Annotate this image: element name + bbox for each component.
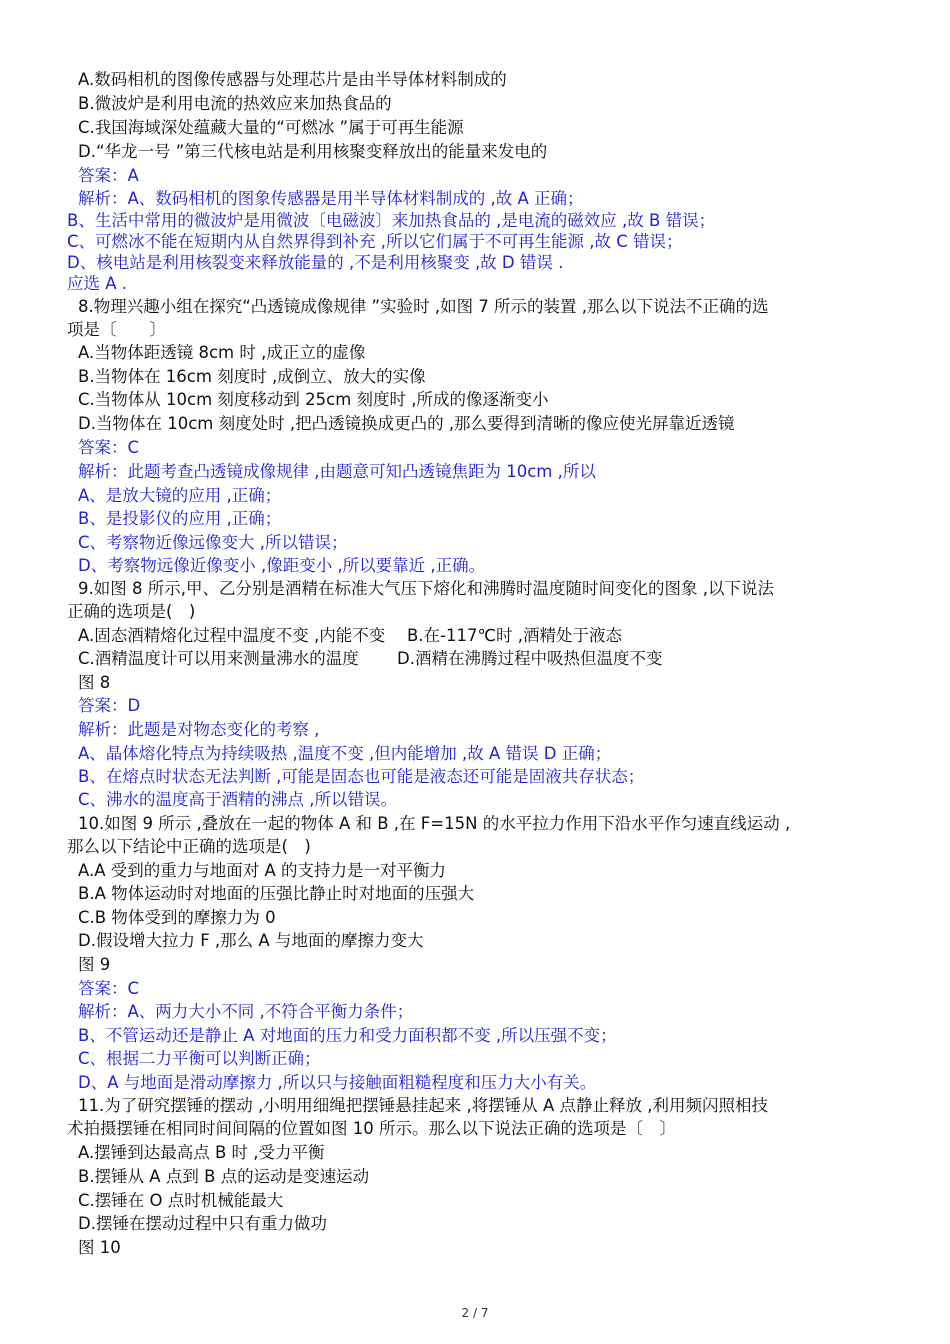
q10-option-d: D.假设增大拉力 F ,那么 A 与地面的摩擦力变大 <box>78 931 424 950</box>
q7-analysis: 解析：A、数码相机的图象传感器是用半导体材料制成的 ,故 A 正确； <box>78 189 584 208</box>
q8-option-b: B.当物体在 16cm 刻度时 ,成倒立、放大的实像 <box>78 367 426 386</box>
q8-analysis: 解析：此题考查凸透镜成像规律 ,由题意可知凸透镜焦距为 10cm ,所以 <box>78 462 596 481</box>
q10-answer: 答案：C <box>78 979 140 998</box>
q7-option-c: C.我国海域深处蕴藏大量的“可燃冰 ”属于可再生能源 <box>78 118 464 137</box>
q7-answer: 答案：A <box>78 166 139 185</box>
q9-figure-caption: 图 8 <box>78 673 111 692</box>
q9-options-ab: A.固态酒精熔化过程中温度不变 ,内能不变 B.在-117℃时 ,酒精处于液态 <box>78 626 623 645</box>
q10-figure-caption: 图 9 <box>78 955 111 974</box>
q8-analysis-b: B、是投影仪的应用 ,正确； <box>78 509 282 528</box>
q10-stem: 10.如图 9 所示 ,叠放在一起的物体 A 和 B ,在 F=15N 的水平拉力作用下沿水平作匀速直线运动 , <box>78 814 791 833</box>
q8-option-a: A.当物体距透镜 8cm 时 ,成正立的虚像 <box>78 343 366 362</box>
q11-stem: 11.为了研究摆锤的摆动 ,小明用细绳把摆锤悬挂起来 ,将摆锤从 A 点静止释放 ,利用频闪照相技 <box>78 1096 768 1115</box>
q8-stem-cont: 项是〔 〕 <box>67 320 166 339</box>
q10-analysis-c: C、根据二力平衡可以判断正确； <box>78 1049 321 1068</box>
q11-option-d: D.摆锤在摆动过程中只有重力做功 <box>78 1214 327 1233</box>
q10-analysis-a: 解析：A、两力大小不同 ,不符合平衡力条件； <box>78 1002 414 1021</box>
q7-conclusion: 应选 A . <box>67 274 128 293</box>
q7-analysis-c: C、可燃冰不能在短期内从自然界得到补充 ,所以它们属于不可再生能源 ,故 C 错误； <box>67 232 683 251</box>
q8-analysis-c: C、考察物近像远像变大 ,所以错误； <box>78 533 348 552</box>
q9-stem: 9.如图 8 所示,甲、乙分别是酒精在标准大气压下熔化和沸腾时温度随时间变化的图象 ,以下说法 <box>78 579 774 598</box>
q10-option-b: B.A 物体运动时对地面的压强比静止时对地面的压强大 <box>78 884 475 903</box>
q7-option-d: D.“华龙一号 ”第三代核电站是利用核聚变释放出的能量来发电的 <box>78 142 548 161</box>
q10-stem-cont: 那么以下结论中正确的选项是( ) <box>67 837 311 856</box>
q7-option-b: B.微波炉是利用电流的热效应来加热食品的 <box>78 94 392 113</box>
q8-option-d: D.当物体在 10cm 刻度处时 ,把凸透镜换成更凸的 ,那么要得到清晰的像应使光屏靠近透镜 <box>78 414 735 433</box>
q8-answer: 答案：C <box>78 438 140 457</box>
q10-option-c: C.B 物体受到的摩擦力为 0 <box>78 908 276 927</box>
q9-analysis-c: C、沸水的温度高于酒精的沸点 ,所以错误。 <box>78 790 398 809</box>
q8-option-c: C.当物体从 10cm 刻度移动到 25cm 刻度时 ,所成的像逐渐变小 <box>78 390 549 409</box>
q10-option-a: A.A 受到的重力与地面对 A 的支持力是一对平衡力 <box>78 861 447 880</box>
q11-option-a: A.摆锤到达最高点 B 时 ,受力平衡 <box>78 1143 325 1162</box>
q11-figure-caption: 图 10 <box>78 1238 121 1257</box>
q11-stem-cont: 术拍摄摆锤在相同时间间隔的位置如图 10 所示。那么以下说法正确的选项是〔 〕 <box>67 1119 676 1138</box>
q9-answer: 答案：D <box>78 696 141 715</box>
page-number: 2 / 7 <box>461 1306 489 1320</box>
q8-stem: 8.物理兴趣小组在探究“凸透镜成像规律 ”实验时 ,如图 7 所示的装置 ,那么以下说法不正确的选 <box>78 297 769 316</box>
q8-analysis-a: A、是放大镜的应用 ,正确； <box>78 486 282 505</box>
q7-option-a: A.数码相机的图像传感器与处理芯片是由半导体材料制成的 <box>78 70 507 89</box>
q11-option-c: C.摆锤在 O 点时机械能最大 <box>78 1191 284 1210</box>
q9-analysis: 解析：此题是对物态变化的考察 , <box>78 720 320 739</box>
q7-analysis-d: D、核电站是利用核裂变来释放能量的 ,不是利用核聚变 ,故 D 错误 . <box>67 253 564 272</box>
q11-option-b: B.摆锤从 A 点到 B 点的运动是变速运动 <box>78 1167 370 1186</box>
q9-options-cd: C.酒精温度计可以用来测量沸水的温度 D.酒精在沸腾过程中吸热但温度不变 <box>78 649 663 668</box>
q8-analysis-d: D、考察物远像近像变小 ,像距变小 ,所以要靠近 ,正确。 <box>78 556 486 575</box>
q7-analysis-b: B、生活中常用的微波炉是用微波〔电磁波〕来加热食品的 ,是电流的磁效应 ,故 B 错误； <box>67 211 716 230</box>
q9-stem-cont: 正确的选项是( ) <box>67 602 196 621</box>
q9-analysis-b: B、在熔点时状态无法判断 ,可能是固态也可能是液态还可能是固液共存状态； <box>78 767 645 786</box>
q9-analysis-a: A、晶体熔化特点为持续吸热 ,温度不变 ,但内能增加 ,故 A 错误 D 正确； <box>78 744 612 763</box>
q10-analysis-d: D、A 与地面是滑动摩擦力 ,所以只与接触面粗糙程度和压力大小有关。 <box>78 1073 597 1092</box>
q10-analysis-b: B、不管运动还是静止 A 对地面的压力和受力面积都不变 ,所以压强不变； <box>78 1026 617 1045</box>
